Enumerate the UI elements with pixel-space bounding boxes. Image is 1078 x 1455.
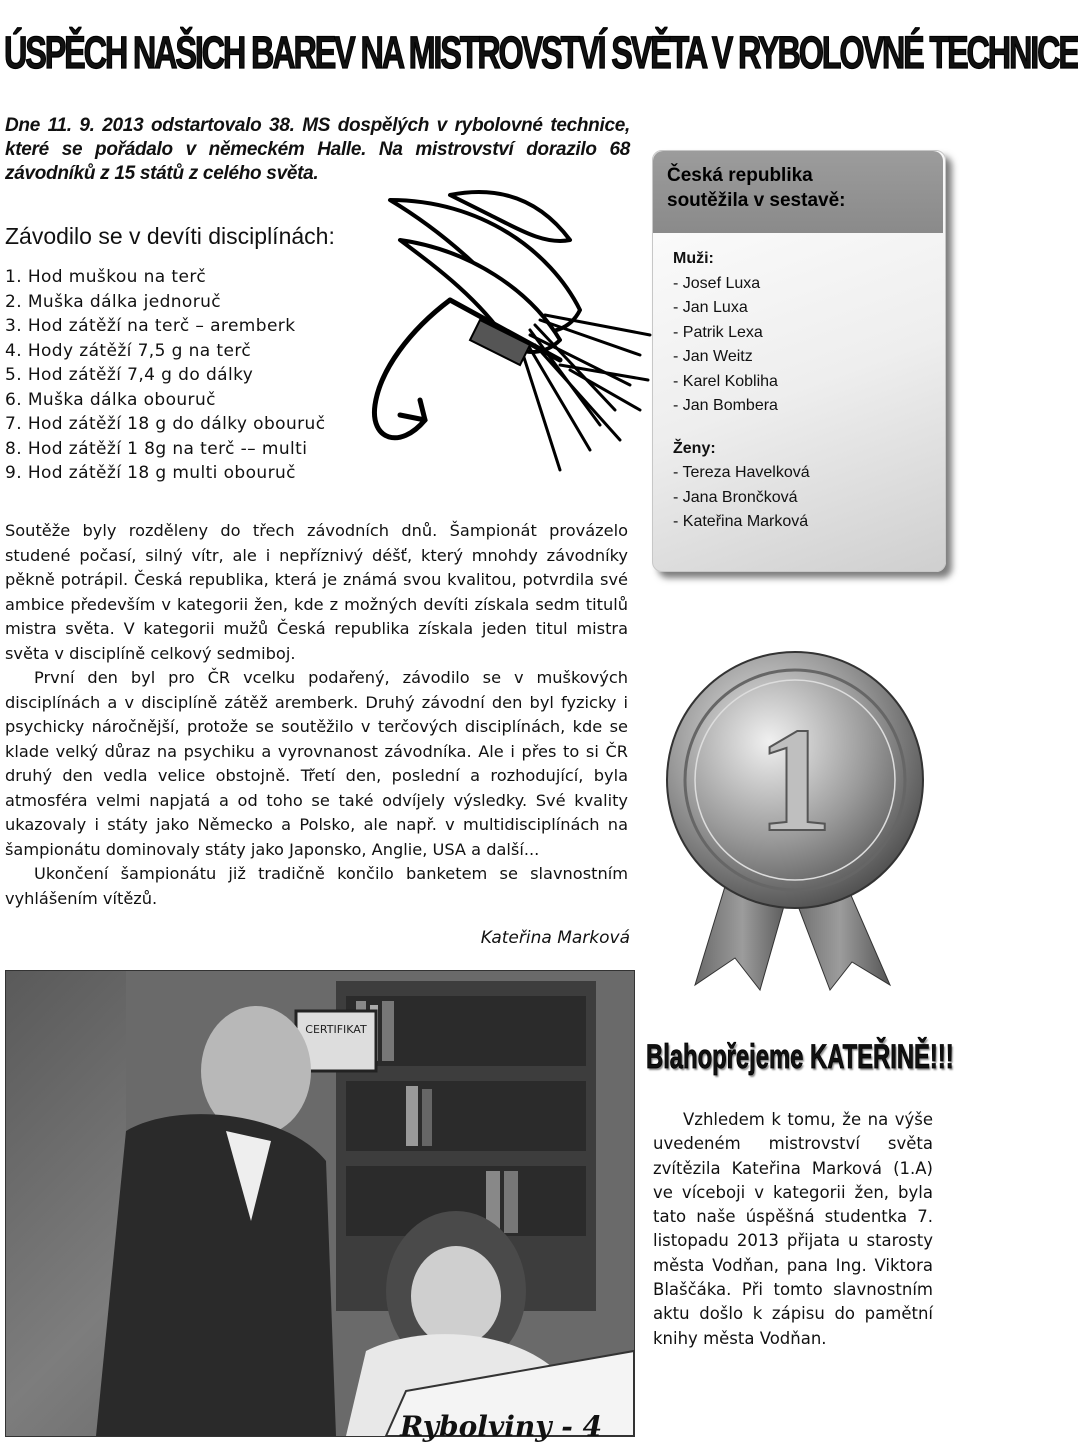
list-item: - Jana Brončková [673, 488, 798, 506]
list-item: - Jan Bombera [673, 397, 778, 414]
list-item: 9. Hod zátěží 18 g multi obouruč [5, 463, 296, 483]
headline: ÚSPĚCH NAŠICH BAREV NA MISTROVSTVÍ SVĚTA V RYBOLOVNÉ TECHNICE [4, 27, 1078, 78]
team-box-header [653, 151, 943, 233]
list-item: 4. Hody zátěží 7,5 g na terč [5, 340, 252, 361]
ceremony-photo [5, 970, 635, 1437]
men-label: Muži: [673, 250, 714, 267]
list-item: 3. Hod zátěží na terč – aremberk [5, 316, 296, 336]
congrats-text: Vzhledem k tomu, že na výše uvedeném mistrovství světa zvítězila Kateřina Marková (1.A) ve víceboji v kategorii žen, byla tato naše úspěšná studentka 7. listopadu 2013 přijata u starosty města Vodňan, pana Ing. Viktora Blaščáka. Při tomto slavnostním aktu došlo k zápisu do pamětní knihy města Vodňan. [653, 1110, 933, 1348]
list-item: - Patrik Lexa [673, 323, 763, 341]
list-item: - Kateřina Marková [673, 513, 809, 530]
body-paragraph: První den byl pro ČR vcelku podařený, závodilo se v muškových disciplínách a v disciplíně zátěž aremberk. Druhý závodní den byl fyzicky i psychicky náročnější, protože se soutěžilo v terčových disciplínách, kde se klade velký důraz na psychiku a vyrovnanost závodníka. Ale i přes to si ČR druhý den vedla velice obstojně. Třetí den, poslední a rozhodující, byla atmosféra velmi napjatá a od toho se také odvíjely výsledky. Své kvality ukazovaly i státy jako Německo a Polsko, ale např. v multidisciplínách na šampionátu dominovaly státy jako Japonsko, Anglie, USA a další... [5, 668, 628, 859]
disciplines-title: Závodilo se v devíti disciplínách: [5, 223, 335, 249]
team-box [652, 150, 946, 572]
fishing-fly-icon [330, 170, 660, 510]
body-paragraph: Soutěže byly rozděleny do třech závodních dnů. Šampionát provázelo studené počasí, silný vítr, ale i nepříznivý déšť, který mnohdy závodníky pěkně potrápil. Česká republika, která je známá svou kvalitou, potvrdila své ambice především v kategorii žen, kde z možných devíti získala sedm titulů mistra světa. V kategorii mužů Česká republika získala jeden titul mistra světa v disciplíně celkový sedmiboj. [5, 521, 628, 663]
list-item: - Karel Kobliha [673, 372, 778, 390]
page-footer: Rybolviny - 4 [400, 1410, 603, 1443]
team-box-subtitle: soutěžila v sestavě: [667, 190, 846, 211]
women-label: Ženy: [673, 439, 716, 457]
list-item: 7. Hod zátěží 18 g do dálky obouruč [5, 414, 326, 434]
list-item: 8. Hod zátěží 1 8g na terč -– multi [5, 438, 308, 459]
team-box-title: Česká republika [667, 165, 813, 186]
list-item: - Jan Luxa [673, 299, 748, 316]
list-item: 5. Hod zátěží 7,4 g do dálky [5, 365, 254, 385]
congrats-paragraph [653, 1108, 933, 1351]
list-item: 6. Muška dálka obouruč [5, 389, 216, 410]
list-item: - Jan Weitz [673, 348, 753, 365]
body-paragraph: Ukončení šampionátu již tradičně končilo banketem se slavnostním vyhlášením vítězů. [5, 864, 628, 908]
list-item: - Tereza Havelková [673, 464, 810, 481]
certificate-label: CERTIFIKAT [305, 1023, 367, 1036]
disciplines-list [5, 265, 325, 486]
team-list [673, 247, 810, 535]
article-body [5, 519, 628, 911]
medal-icon [640, 640, 950, 990]
medal-number: 1 [757, 697, 833, 863]
author: Kateřina Marková [480, 928, 630, 948]
congrats-title: Blahopřejeme KATEŘINĚ!!! [646, 1038, 954, 1076]
list-item: 2. Muška dálka jednoruč [5, 291, 222, 312]
list-item: - Josef Luxa [673, 274, 761, 292]
list-item: 1. Hod muškou na terč [5, 267, 207, 287]
intro-paragraph: Dne 11. 9. 2013 odstartovalo 38. MS dospělých v rybolovné technice, které se pořádalo v německém Halle. Na mistrovství dorazilo 68 závodníků z 15 států z celého světa. [5, 115, 630, 184]
